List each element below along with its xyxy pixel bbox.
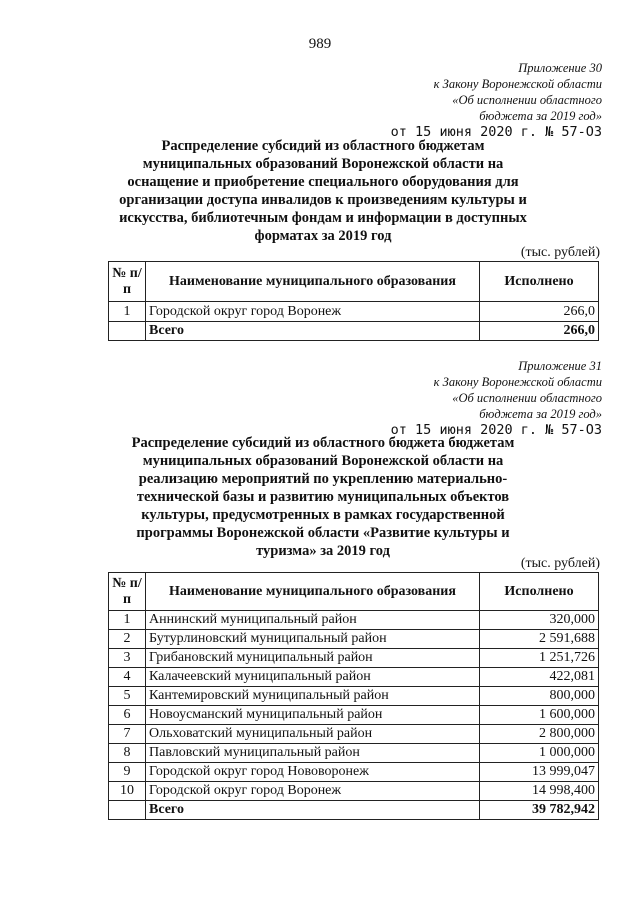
subsidy-table-2 bbox=[108, 572, 599, 820]
page-number: 989 bbox=[308, 36, 332, 52]
row-value: 1 000,000 bbox=[480, 744, 599, 763]
col-header-name: Наименование муниципального образования bbox=[146, 262, 480, 302]
appendix-law-name-cont: бюджета за 2019 год» bbox=[479, 109, 602, 123]
row-name: Грибановский муниципальный район bbox=[146, 649, 480, 668]
row-number: 7 bbox=[109, 725, 146, 744]
row-number: 5 bbox=[109, 687, 146, 706]
table-row bbox=[109, 744, 599, 763]
table-row bbox=[109, 668, 599, 687]
table-total-row bbox=[109, 322, 599, 341]
row-number: 6 bbox=[109, 706, 146, 725]
appendix-31-header bbox=[391, 358, 602, 438]
row-number: 10 bbox=[109, 782, 146, 801]
col-header-executed: Исполнено bbox=[480, 573, 599, 611]
units-label-1: (тыс. рублей) bbox=[520, 245, 600, 260]
section-title-2: Распределение субсидий из областного бюджета бюджетам муниципальных образований Воронежской области на реализацию мероприятий по укреплению материально-технической базы и развитию муниципальных объектов культуры, предусмотренных в рамках государственной программы Воронежской области «Развитие культуры и туризма» за 2019 год bbox=[131, 435, 515, 559]
appendix-30-header bbox=[391, 60, 602, 140]
table-row bbox=[109, 302, 599, 322]
row-number: 3 bbox=[109, 649, 146, 668]
total-value: 39 782,942 bbox=[480, 801, 599, 820]
subsidy-table-1 bbox=[108, 261, 599, 341]
row-name: Аннинский муниципальный район bbox=[146, 611, 480, 630]
row-name: Ольховатский муниципальный район bbox=[146, 725, 480, 744]
section-title-1: Распределение субсидий из областного бюджетам муниципальных образований Воронежской области на оснащение и приобретение специального оборудования для организации доступа инвалидов к произведениям культуры и искусства, библиотечным фондам и информации в доступных форматах за 2019 год bbox=[119, 138, 527, 244]
total-value: 266,0 bbox=[480, 322, 599, 341]
col-header-number: № п/п bbox=[109, 262, 146, 302]
table-row bbox=[109, 649, 599, 668]
appendix-date: от 15 июня 2020 г. № 57-ОЗ bbox=[390, 422, 602, 438]
total-label: Всего bbox=[146, 801, 480, 820]
appendix-law-name-cont: бюджета за 2019 год» bbox=[479, 407, 602, 421]
row-name: Павловский муниципальный район bbox=[146, 744, 480, 763]
units-label-2: (тыс. рублей) bbox=[520, 556, 600, 571]
appendix-title: Приложение 31 bbox=[518, 359, 602, 373]
row-name: Бутурлиновский муниципальный район bbox=[146, 630, 480, 649]
appendix-law-name: «Об исполнении областного bbox=[452, 93, 602, 107]
table-row bbox=[109, 611, 599, 630]
appendix-law: к Закону Воронежской области bbox=[433, 77, 602, 91]
row-value: 1 600,000 bbox=[480, 706, 599, 725]
total-label: Всего bbox=[146, 322, 480, 341]
col-header-executed: Исполнено bbox=[480, 262, 599, 302]
table-row bbox=[109, 763, 599, 782]
table-header-row bbox=[109, 262, 599, 302]
row-name: Калачеевский муниципальный район bbox=[146, 668, 480, 687]
row-value: 2 800,000 bbox=[480, 725, 599, 744]
appendix-title: Приложение 30 bbox=[518, 61, 602, 75]
table-row bbox=[109, 687, 599, 706]
col-header-name: Наименование муниципального образования bbox=[146, 573, 480, 611]
row-name: Новоусманский муниципальный район bbox=[146, 706, 480, 725]
appendix-law-name: «Об исполнении областного bbox=[452, 391, 602, 405]
row-name: Городской округ город Нововоронеж bbox=[146, 763, 480, 782]
row-value: 266,0 bbox=[480, 302, 599, 322]
col-header-number: № п/п bbox=[109, 573, 146, 611]
row-number: 4 bbox=[109, 668, 146, 687]
row-value: 14 998,400 bbox=[480, 782, 599, 801]
row-value: 1 251,726 bbox=[480, 649, 599, 668]
row-number: 2 bbox=[109, 630, 146, 649]
row-value: 2 591,688 bbox=[480, 630, 599, 649]
row-name: Городской округ город Воронеж bbox=[146, 302, 480, 322]
appendix-date: от 15 июня 2020 г. № 57-ОЗ bbox=[390, 124, 602, 140]
row-value: 320,000 bbox=[480, 611, 599, 630]
row-value: 422,081 bbox=[480, 668, 599, 687]
table-row bbox=[109, 782, 599, 801]
row-number: 9 bbox=[109, 763, 146, 782]
table-row bbox=[109, 706, 599, 725]
row-number: 1 bbox=[109, 302, 146, 322]
table-row bbox=[109, 630, 599, 649]
row-value: 800,000 bbox=[480, 687, 599, 706]
row-name: Кантемировский муниципальный район bbox=[146, 687, 480, 706]
row-value: 13 999,047 bbox=[480, 763, 599, 782]
table-header-row bbox=[109, 573, 599, 611]
table-row bbox=[109, 725, 599, 744]
row-number: 8 bbox=[109, 744, 146, 763]
appendix-law: к Закону Воронежской области bbox=[433, 375, 602, 389]
table-total-row bbox=[109, 801, 599, 820]
row-number: 1 bbox=[109, 611, 146, 630]
row-name: Городской округ город Воронеж bbox=[146, 782, 480, 801]
